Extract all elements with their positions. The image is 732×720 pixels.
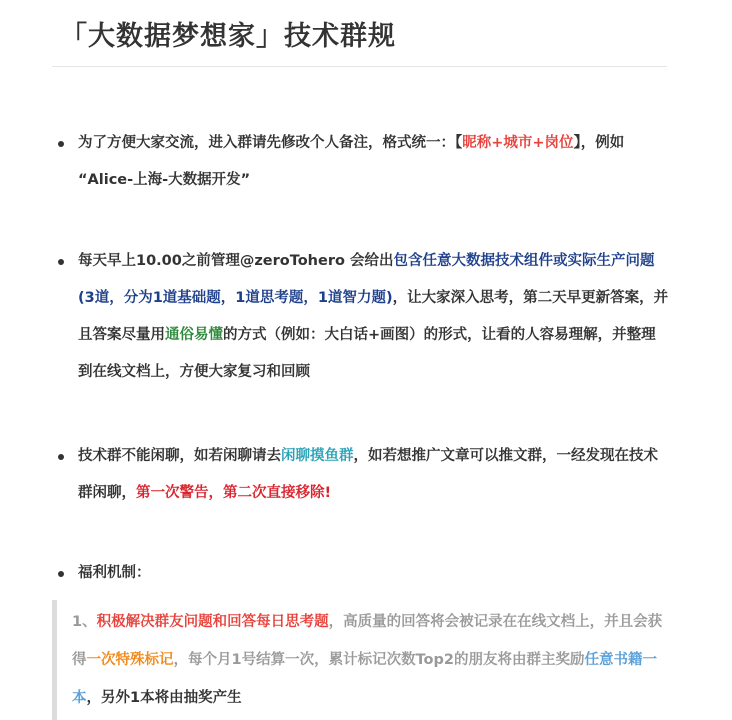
page-title: 「大数据梦想家」技术群规 [60, 21, 396, 52]
blockquote-text [72, 603, 672, 717]
quote-text-highlight: 一次特殊标记 [86, 652, 174, 668]
bullet-icon [58, 454, 64, 460]
list-item-daily-questions [78, 243, 670, 391]
item-text-highlight: 昵称+城市+岗位 [462, 135, 574, 151]
list-item-nickname-rule [78, 125, 670, 199]
item-text: 福利机制： [78, 565, 151, 581]
item-text: ，让大家深入思考，第二天早更新答案，并且答案尽量用 [78, 290, 669, 343]
quote-text: 1、 [72, 614, 97, 630]
item-text: 的方式（例如：大白话+画图）的形式，让看的人容易理解，并整理到在线文档上，方便大家复习和回顾 [78, 327, 656, 380]
quote-text: ，高质量的回答将会被记录在在线文档上，并且会获得 [72, 614, 663, 668]
list-item-benefits [78, 555, 670, 592]
bullet-icon [58, 571, 64, 577]
item-text: ，如若想推广文章可以推文群，一经发现在技术群闲聊， [78, 448, 658, 501]
list-item-no-chatting [78, 438, 670, 512]
item-text-highlight: 通俗易懂 [165, 327, 223, 343]
quote-text-highlight: 任意书籍一本 [72, 652, 657, 706]
item-text: 每天早上10.00之前管理@zeroTohero 会给出 [78, 253, 394, 269]
quote-text: ，每个月1号结算一次，累计标记次数Top2的朋友将由群主奖励 [173, 652, 585, 668]
quote-text: ，另外1本将由抽奖产生 [86, 690, 242, 706]
item-text: 技术群不能闲聊，如若闲聊请去 [78, 448, 281, 464]
bullet-icon [58, 141, 64, 147]
quote-text-highlight: 积极解决群友问题和回答每日思考题 [96, 614, 329, 630]
item-text-highlight: 包含任意大数据技术组件或实际生产问题(3道，分为1道基础题，1道思考题，1道智力题) [78, 253, 655, 306]
bullet-icon [58, 259, 64, 265]
title-divider [52, 66, 667, 67]
item-text: 为了方便大家交流，进入群请先修改个人备注，格式统一：【 [78, 135, 463, 151]
chat-group-link[interactable]: 闲聊摸鱼群 [281, 448, 354, 464]
item-text: 】，例如 “Alice-上海-大数据开发” [78, 135, 625, 188]
item-text-warning: 第一次警告，第二次直接移除! [136, 485, 332, 501]
